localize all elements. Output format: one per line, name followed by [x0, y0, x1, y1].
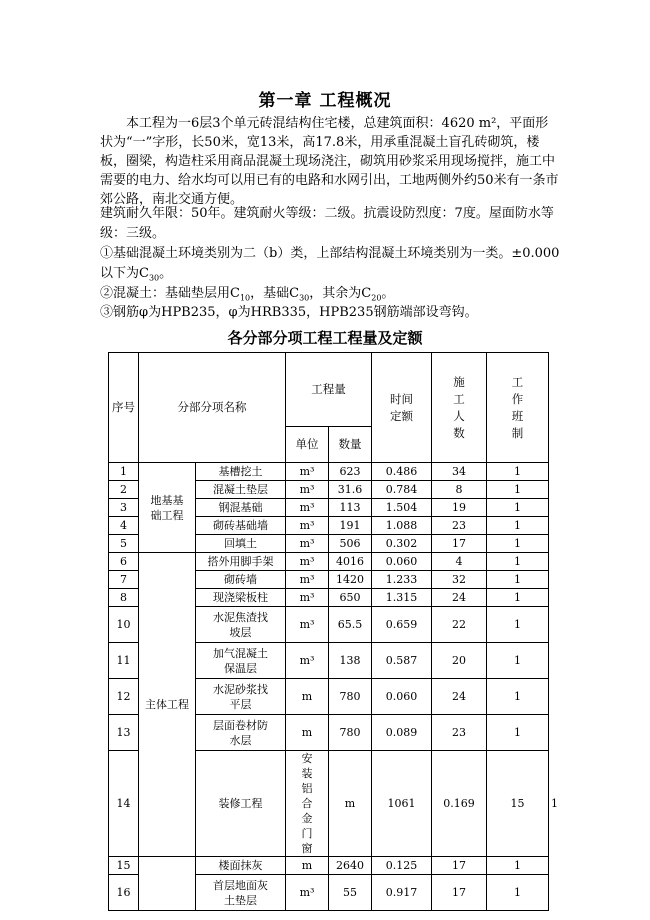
row-workers: 8: [432, 481, 487, 499]
table-row: [109, 463, 549, 481]
row-no: 15: [109, 857, 139, 875]
row-unit: m³: [286, 463, 329, 481]
table-row: 14 装修工程 安装铝合金门窗 m 1061 0.169 15 1: [109, 751, 549, 857]
row-name: 水泥砂浆找平层: [196, 679, 286, 715]
row-no: 2: [109, 481, 139, 499]
row-unit: m: [329, 751, 372, 857]
para4-sub-a: 10: [239, 293, 251, 303]
row-unit: m³: [286, 607, 329, 643]
row-workers: 20: [432, 643, 487, 679]
row-shift: 1: [487, 481, 549, 499]
row-quota: 0.302: [372, 535, 432, 553]
row-name: 基槽挖土: [196, 463, 286, 481]
row-qty: 4016: [329, 553, 372, 571]
para3-end: 。: [159, 266, 173, 281]
row-quota: 0.659: [372, 607, 432, 643]
row-no: 4: [109, 517, 139, 535]
row-workers: 17: [432, 535, 487, 553]
row-name: 层面卷材防水层: [196, 715, 286, 751]
row-shift: 1: [487, 517, 549, 535]
row-unit: m³: [286, 481, 329, 499]
group-main: 主体工程: [139, 553, 196, 857]
para4-text-c: ，其余为C: [309, 286, 372, 301]
table-row: [109, 857, 549, 875]
row-quota: 0.060: [372, 679, 432, 715]
para4-text-d: 。: [381, 286, 395, 301]
row-shift: 1: [487, 535, 549, 553]
row-no: 11: [109, 643, 139, 679]
row-name: 搭外用脚手架: [196, 553, 286, 571]
row-name: 楼面抹灰: [196, 857, 286, 875]
row-qty: 55: [329, 875, 372, 911]
row-shift: 1: [487, 607, 549, 643]
row-shift: 1: [487, 571, 549, 589]
row-no: 14: [109, 751, 139, 857]
row-shift: 1: [487, 553, 549, 571]
row-quota: 1.233: [372, 571, 432, 589]
header-amount: 数量: [329, 427, 372, 463]
row-qty: 1061: [372, 751, 432, 857]
row-quota: 1.504: [372, 499, 432, 517]
row-name: 砌砖墙: [196, 571, 286, 589]
row-qty: 650: [329, 589, 372, 607]
row-shift: 1: [487, 679, 549, 715]
para4-text-a: ②混凝土：基础垫层用C: [100, 286, 240, 301]
row-shift: 1: [487, 857, 549, 875]
row-name: 加气混凝土保温层: [196, 643, 286, 679]
chapter-title: 第一章 工程概况: [258, 91, 392, 111]
header-workers: 施工人数: [432, 353, 487, 463]
row-shift: 1: [487, 643, 549, 679]
header-seq: 序号: [109, 353, 139, 463]
row-no: 5: [109, 535, 139, 553]
header-unit: 单位: [286, 427, 329, 463]
row-quota: 1.315: [372, 589, 432, 607]
quantity-table: [108, 352, 558, 911]
row-no: 7: [109, 571, 139, 589]
row-workers: 19: [432, 499, 487, 517]
row-unit: m³: [286, 535, 329, 553]
row-qty: 780: [329, 715, 372, 751]
row-shift: 1: [487, 589, 549, 607]
row-unit: m: [286, 715, 329, 751]
row-unit: m³: [286, 553, 329, 571]
overview-paragraph-2: 建筑耐久年限：50年。建筑耐火等级：二级。抗震设防烈度：7度。屋面防水等级：三级。: [100, 206, 554, 241]
row-name: 安装铝合金门窗: [286, 751, 329, 857]
row-workers: 17: [432, 857, 487, 875]
row-no: 10: [109, 607, 139, 643]
row-name: 现浇梁板柱: [196, 589, 286, 607]
para4-sub-c: 20: [371, 293, 382, 303]
row-unit: m: [286, 679, 329, 715]
row-name: 混凝土垫层: [196, 481, 286, 499]
row-workers: 4: [432, 553, 487, 571]
header-shifts: 工作班制: [487, 353, 549, 463]
row-workers: 17: [432, 875, 487, 911]
row-quota: 0.587: [372, 643, 432, 679]
row-qty: 138: [329, 643, 372, 679]
row-quota: 0.060: [372, 553, 432, 571]
row-quota: 1.088: [372, 517, 432, 535]
header-name: 分部分项名称: [139, 353, 286, 463]
para4-sub-b: 30: [299, 293, 310, 303]
row-qty: 113: [329, 499, 372, 517]
table-row: [109, 553, 549, 571]
row-workers: 24: [432, 679, 487, 715]
row-no: 1: [109, 463, 139, 481]
row-quota: 0.125: [372, 857, 432, 875]
row-qty: 2640: [329, 857, 372, 875]
row-unit: m³: [286, 571, 329, 589]
row-name: 回填土: [196, 535, 286, 553]
row-no: 8: [109, 589, 139, 607]
row-workers: 23: [432, 517, 487, 535]
row-qty: 1420: [329, 571, 372, 589]
row-unit: m³: [286, 499, 329, 517]
row-name: 砌砖基础墙: [196, 517, 286, 535]
row-name: 水泥焦渣找坡层: [196, 607, 286, 643]
row-workers: 24: [432, 589, 487, 607]
row-workers: 15: [487, 751, 549, 857]
row-qty: 623: [329, 463, 372, 481]
row-qty: 31.6: [329, 481, 372, 499]
group-foundation: 地基基础工程: [139, 463, 196, 553]
row-quota: 0.169: [432, 751, 487, 857]
row-no: 12: [109, 679, 139, 715]
group-decoration-continued: [139, 857, 196, 911]
row-no: 3: [109, 499, 139, 517]
row-workers: 23: [432, 715, 487, 751]
row-quota: 0.089: [372, 715, 432, 751]
para3-text: ①基础混凝土环境类别为二（b）类，上部结构混凝土环境类别为一类。±0.000以下为C: [100, 246, 560, 281]
row-unit: m: [286, 857, 329, 875]
row-name: 钢混基础: [196, 499, 286, 517]
overview-paragraph-3: [100, 244, 560, 284]
row-shift: 1: [487, 875, 549, 911]
row-unit: m³: [286, 643, 329, 679]
row-workers: 34: [432, 463, 487, 481]
row-qty: 65.5: [329, 607, 372, 643]
row-name: 首层地面灰土垫层: [196, 875, 286, 911]
row-workers: 22: [432, 607, 487, 643]
row-unit: m³: [286, 875, 329, 911]
para4-text-b: ，基础C: [250, 286, 300, 301]
overview-paragraph-5: ③钢筋φ为HPB235，φ为HRB335，HPB235钢筋端部设弯钩。: [100, 305, 478, 320]
row-qty: 506: [329, 535, 372, 553]
row-shift: 1: [487, 715, 549, 751]
overview-paragraph-4: [100, 284, 560, 303]
row-unit: m³: [286, 589, 329, 607]
row-workers: 32: [432, 571, 487, 589]
row-qty: 780: [329, 679, 372, 715]
group-decoration: 装修工程: [196, 751, 286, 857]
row-quota: 0.917: [372, 875, 432, 911]
row-quota: 0.486: [372, 463, 432, 481]
row-no: 16: [109, 875, 139, 911]
header-time-quota: 时间定额: [372, 353, 432, 463]
row-quota: 0.784: [372, 481, 432, 499]
row-no: 13: [109, 715, 139, 751]
row-shift: 1: [487, 499, 549, 517]
row-unit: m³: [286, 517, 329, 535]
para3-sub: 30: [148, 273, 160, 283]
row-qty: 191: [329, 517, 372, 535]
row-shift: 1: [487, 463, 549, 481]
header-quantity: 工程量: [286, 353, 372, 427]
table-title: 各分部分项工程工程量及定额: [227, 329, 423, 347]
overview-paragraph-1: 本工程为一6层3个单元砖混结构住宅楼，总建筑面积：4620 m²，平面形状为“一”字形，长50米，宽13米，高17.8米，用承重混凝土盲孔砖砌筑，楼板，圈梁，构造柱采用商品混凝土现场浇注，砌筑用砂浆采用现场搅拌，施工中需要的电力、给水均可以用已有的电路和水网引出，工地两侧外约50米有一条市郊公路，南北交通方便。: [100, 116, 559, 207]
row-no: 6: [109, 553, 139, 571]
